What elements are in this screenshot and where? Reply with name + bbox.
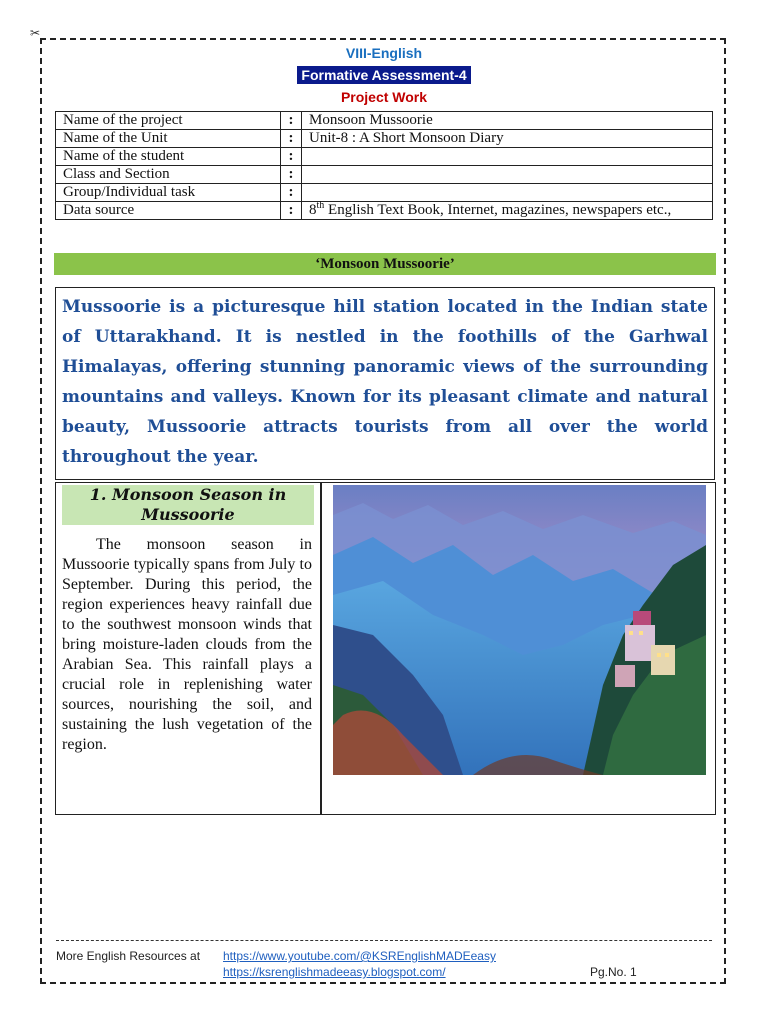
row-separator: : [281,130,302,148]
youtube-link[interactable]: https://www.youtube.com/@KSREnglishMADEeasy [223,949,496,963]
table-row [56,202,713,220]
row-value [302,184,713,202]
blog-link[interactable]: https://ksrenglishmadeeasy.blogspot.com/ [223,965,446,979]
row-label: Class and Section [56,166,281,184]
row-value [302,148,713,166]
intro-paragraph: Mussoorie is a picturesque hill station located in the Indian state of Uttarakhand. It is nestled in the foothills of the Garhwal Himalayas, offering stunning panoramic views of the surrounding mountains and valleys. Known for its pleasant climate and natural beauty, Mussoorie attracts tourists from all over the world throughout the year. [55,287,715,480]
assessment-heading [0,67,768,83]
row-label: Data source [56,202,281,220]
mussoorie-photo [333,485,706,775]
row-value: Unit-8 : A Short Monsoon Diary [302,130,713,148]
title-banner: ‘Monsoon Mussoorie’ [54,253,716,275]
row-label: Group/Individual task [56,184,281,202]
row-separator: : [281,166,302,184]
photo-frame [321,482,716,815]
section-monsoon-season [55,482,321,815]
table-row [56,184,713,202]
page-number: Pg.No. 1 [590,965,637,979]
row-value [302,202,713,220]
assessment-label: Formative Assessment-4 [297,66,470,84]
scissors-icon: ✂ [30,26,41,40]
row-separator: : [281,202,302,220]
section-body [62,535,312,755]
row-value: Monsoon Mussoorie [302,112,713,130]
section-body-text: The monsoon season in Mussoorie typically spans from July to September. During this period, the region experiences heavy rainfall due to the southwest monsoon winds that bring moisture-laden clouds from the Arabian Sea. This rainfall plays a crucial role in replenishing water sources, nourishing the soil, and sustaining the lush vegetation of the region. [62,536,312,753]
row-separator: : [281,112,302,130]
footer-label: More English Resources at [56,949,201,963]
footer-divider [56,940,712,941]
table-row [56,112,713,130]
data-source-number: 8 [309,202,317,218]
table-row [56,166,713,184]
row-label: Name of the project [56,112,281,130]
row-value [302,166,713,184]
data-source-ordinal: th [316,200,325,211]
table-row [56,148,713,166]
data-source-text: English Text Book, Internet, magazines, newspapers etc., [324,202,672,218]
project-work-heading: Project Work [340,89,428,105]
grade-heading: VIII-English [345,45,423,61]
section-title: 1. Monsoon Season in Mussoorie [62,485,314,525]
row-label: Name of the Unit [56,130,281,148]
row-label: Name of the student [56,148,281,166]
row-separator: : [281,148,302,166]
project-info-table [55,111,713,220]
table-row [56,130,713,148]
row-separator: : [281,184,302,202]
